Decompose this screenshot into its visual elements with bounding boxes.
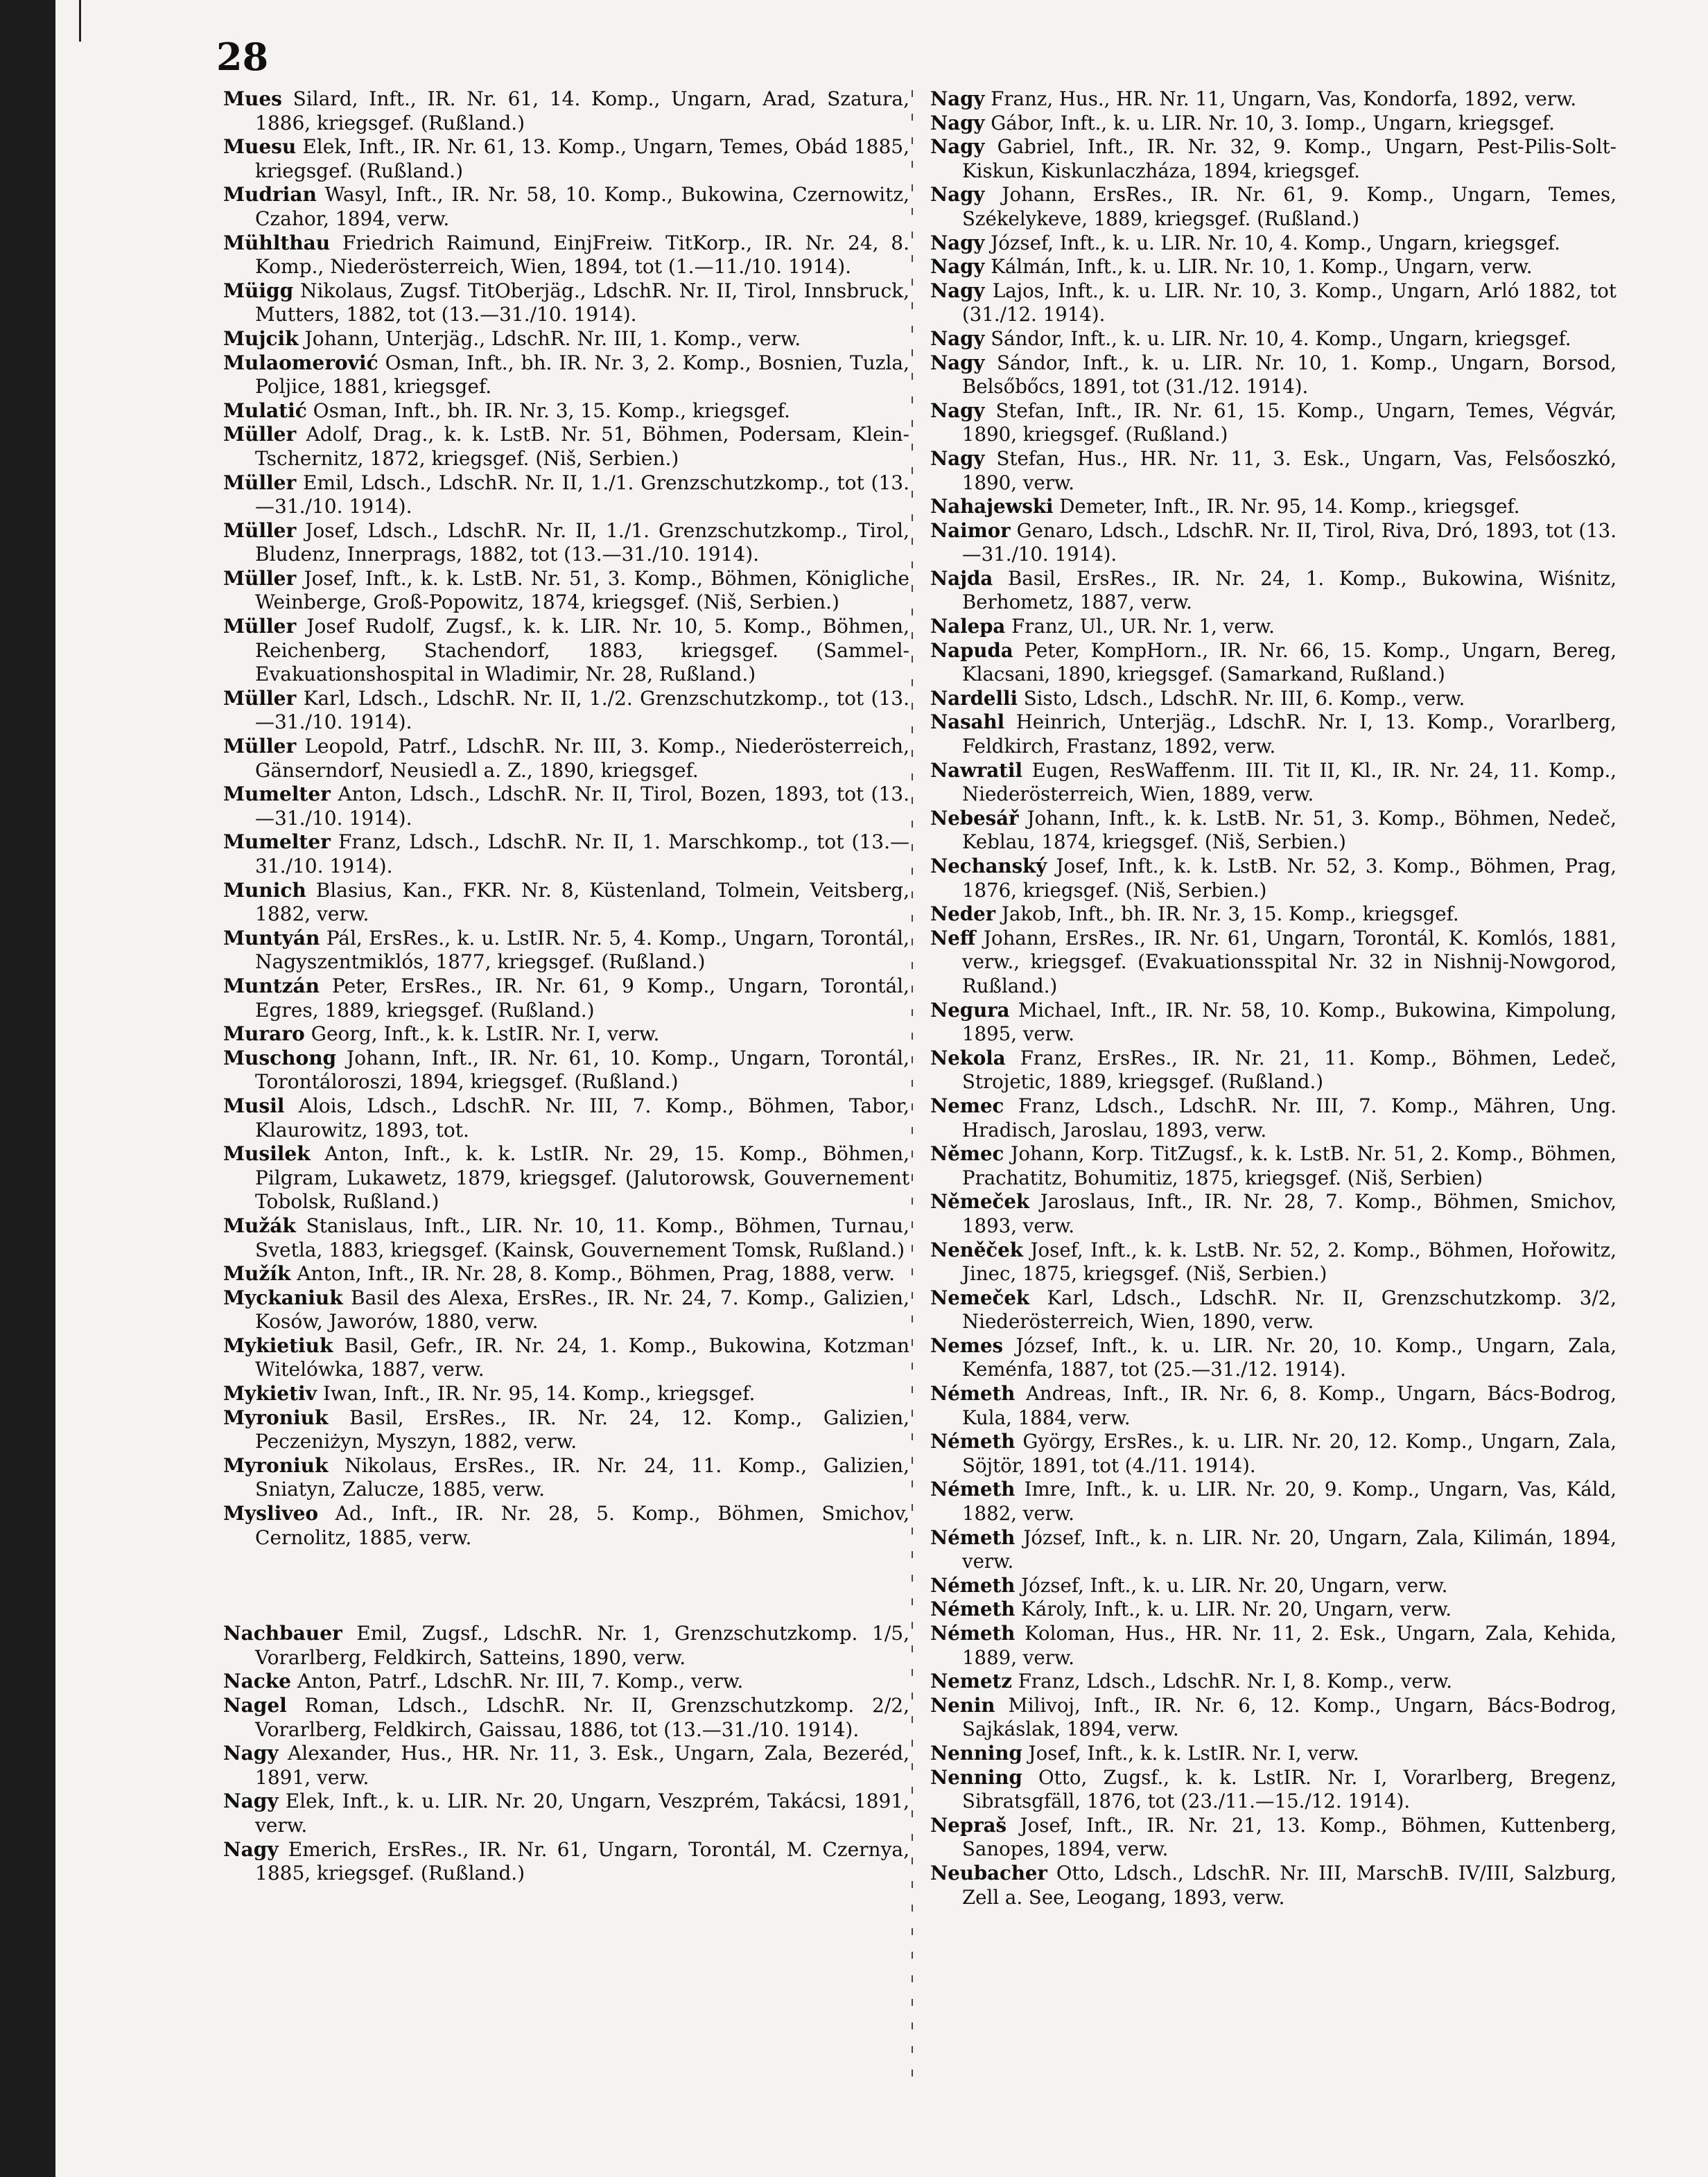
register-entry (223, 471, 909, 519)
entry-surname: Mumelter (223, 830, 331, 854)
entry-surname: Nahajewski (930, 495, 1054, 518)
register-entry (223, 423, 909, 471)
register-entry (223, 183, 909, 231)
register-entry (223, 87, 909, 135)
entry-details: Basil, Gefr., IR. Nr. 24, 1. Komp., Bukowina, Kotzman Witelówka, 1887, verw. (255, 1334, 909, 1381)
entry-details: Anton, Patrf., LdschR. Nr. III, 7. Komp., verw. (297, 1670, 744, 1693)
entry-details: Franz, ErsRes., IR. Nr. 21, 11. Komp., Böhmen, Ledeč, Strojetic, 1889, kriegsgef. (Rußland.) (962, 1046, 1617, 1094)
entry-surname: Myroniuk (223, 1406, 329, 1429)
entry-details: Josef, Inft., k. k. LstIR. Nr. I, verw. (1028, 1741, 1359, 1765)
entry-surname: Nagel (223, 1694, 287, 1717)
register-entry (930, 1239, 1617, 1286)
entry-surname: Nagy (930, 279, 985, 302)
entry-details: Otto, Ldsch., LdschR. Nr. III, MarschB. IV/III, Salzburg, Zell a. See, Leogang, 1893, verw. (962, 1861, 1617, 1909)
register-entry (930, 231, 1617, 256)
entry-details: Heinrich, Unterjäg., LdschR. Nr. I, 13. Komp., Vorarlberg, Feldkirch, Frastanz, 1892, verw. (962, 710, 1617, 758)
register-entry (223, 1286, 909, 1334)
register-entry (223, 1502, 909, 1550)
register-entry (223, 1406, 909, 1454)
entry-details: Otto, Zugsf., k. k. LstIR. Nr. I, Vorarlberg, Bregenz, Sibratsgfäll, 1876, tot (23./11.—15./12. 1914). (962, 1765, 1617, 1813)
entry-surname: Mues (223, 87, 282, 110)
entry-surname: Mykietiuk (223, 1334, 333, 1357)
entry-surname: Nemetz (930, 1670, 1012, 1693)
entry-details: Anton, Inft., k. k. LstIR. Nr. 29, 15. Komp., Böhmen, Pilgram, Lukawetz, 1879, kriegsgef. (Jalutorowsk, Gouvernement Tobolsk, Rußland.) (255, 1142, 909, 1214)
register-entry (223, 735, 909, 783)
register-entry (223, 1094, 909, 1142)
entry-surname: Nekola (930, 1046, 1006, 1069)
entry-details: Stanislaus, Inft., LIR. Nr. 10, 11. Komp., Böhmen, Turnau, Svetla, 1883, kriegsgef. (Kainsk, Gouvernement Tomsk, Rußland.) (255, 1214, 909, 1261)
entry-details: Gábor, Inft., k. u. LIR. Nr. 10, 3. Iomp., Ungarn, kriegsgef. (991, 111, 1555, 134)
entry-surname: Müller (223, 735, 297, 758)
register-entry (223, 231, 909, 279)
register-entry (930, 279, 1617, 327)
register-entry (930, 1190, 1617, 1238)
entry-details: József, Inft., k. u. LIR. Nr. 20, Ungarn, verw. (1021, 1573, 1448, 1597)
entry-surname: Mulaomerović (223, 351, 378, 374)
entry-surname: Nachbauer (223, 1622, 342, 1645)
entry-details: Josef Rudolf, Zugsf., k. k. LIR. Nr. 10, 5. Komp., Böhmen, Reichenberg, Stachendorf, 1883, kriegsgef. (Sammel-Evakuationshospital in Wladimir, Nr. 28, Rußland.) (255, 615, 909, 686)
entry-surname: Mulatić (223, 399, 307, 422)
column-divider (912, 90, 913, 2086)
entry-surname: Nardelli (930, 686, 1018, 710)
entry-surname: Nepraš (930, 1813, 1007, 1837)
register-entry (930, 1742, 1617, 1766)
register-entry (223, 1790, 909, 1837)
register-entry (930, 1382, 1617, 1430)
entry-details: Iwan, Inft., IR. Nr. 95, 14. Komp., kriegsgef. (322, 1382, 756, 1406)
entry-surname: Mužák (223, 1214, 296, 1237)
entry-details: Anton, Ldsch., LdschR. Nr. II, Tirol, Bozen, 1893, tot (13.—31./10. 1914). (255, 783, 909, 830)
register-entry (223, 567, 909, 615)
entry-surname: Myckaniuk (223, 1286, 343, 1309)
register-entry (930, 1574, 1617, 1598)
entry-details: Ad., Inft., IR. Nr. 28, 5. Komp., Böhmen, Smichov, Cernolitz, 1885, verw. (255, 1502, 909, 1549)
register-entry (223, 327, 909, 351)
entry-surname: Németh (930, 1573, 1016, 1597)
entry-details: Basil des Alexa, ErsRes., IR. Nr. 24, 7. Komp., Galizien, Kosów, Jaworów, 1880, verw. (255, 1286, 909, 1334)
entry-surname: Napuda (930, 638, 1013, 662)
left-entries-m (223, 87, 909, 1550)
register-entry (930, 1286, 1617, 1334)
register-entry (930, 495, 1617, 519)
register-entry (223, 135, 909, 183)
document-page (55, 0, 1708, 2177)
entry-surname: Müller (223, 615, 297, 638)
register-entry (930, 1430, 1617, 1478)
entry-details: Milivoj, Inft., IR. Nr. 6, 12. Komp., Ungarn, Bács-Bodrog, Sajkáslak, 1894, verw. (962, 1693, 1617, 1741)
left-column (223, 87, 909, 1886)
entry-surname: Nalepa (930, 615, 1006, 638)
entry-details: Nikolaus, ErsRes., IR. Nr. 24, 11. Komp., Galizien, Sniatyn, Zalucze, 1885, verw. (255, 1453, 909, 1501)
register-entry (930, 1862, 1617, 1909)
entry-surname: Musil (223, 1094, 285, 1117)
entry-surname: Muraro (223, 1022, 305, 1046)
entry-details: Sándor, Inft., k. u. LIR. Nr. 10, 4. Komp., Ungarn, kriegsgef. (991, 326, 1571, 350)
entry-surname: Nagy (223, 1790, 279, 1813)
register-entry (930, 1047, 1617, 1094)
entry-surname: Nagy (930, 351, 985, 374)
entry-surname: Németh (930, 1478, 1016, 1501)
register-entry (223, 830, 909, 878)
entry-details: Stefan, Hus., HR. Nr. 11, 3. Esk., Ungarn, Vas, Felsőoszkó, 1890, verw. (962, 446, 1617, 494)
entry-details: Blasius, Kan., FKR. Nr. 8, Küstenland, Tolmein, Veitsberg, 1882, verw. (255, 878, 909, 926)
entry-details: Nikolaus, Zugsf. TitOberjäg., LdschR. Nr. II, Tirol, Innsbruck, Mutters, 1882, tot (13.—31./10. 1914). (255, 279, 909, 326)
entry-details: Jaroslaus, Inft., IR. Nr. 28, 7. Komp., Böhmen, Smichov, 1893, verw. (962, 1190, 1617, 1237)
entry-details: Johann, ErsRes., IR. Nr. 61, 9. Komp., Ungarn, Temes, Székelykeve, 1889, kriegsgef. (Rußland.) (962, 183, 1617, 230)
entry-details: Andreas, Inft., IR. Nr. 6, 8. Komp., Ungarn, Bács-Bodrog, Kula, 1884, verw. (962, 1382, 1617, 1429)
register-entry (223, 279, 909, 327)
entry-surname: Nemeček (930, 1286, 1030, 1309)
entry-surname: Nenin (930, 1693, 995, 1717)
register-entry (223, 927, 909, 974)
entry-surname: Musilek (223, 1142, 311, 1166)
register-entry (223, 1142, 909, 1214)
register-entry (930, 519, 1617, 567)
register-entry (930, 183, 1617, 231)
entry-details: Elek, Inft., IR. Nr. 61, 13. Komp., Ungarn, Temes, Obád 1885, kriegsgef. (Rußland.) (255, 135, 910, 182)
register-entry (223, 974, 909, 1022)
entry-details: Georg, Inft., k. k. LstIR. Nr. I, verw. (311, 1022, 660, 1046)
entry-details: Josef, Inft., k. k. LstB. Nr. 52, 2. Komp., Böhmen, Hořowitz, Jinec, 1875, kriegsgef. (Niš, Serbien.) (962, 1238, 1617, 1286)
entry-surname: Müller (223, 686, 297, 710)
register-entry (223, 399, 909, 423)
entry-surname: Najda (930, 566, 993, 590)
entry-surname: Németh (930, 1382, 1016, 1406)
entry-surname: Müller (223, 518, 297, 542)
entry-surname: Németh (930, 1598, 1016, 1621)
entry-details: Emil, Zugsf., LdschR. Nr. 1, Grenzschutzkomp. 1/5, Vorarlberg, Feldkirch, Satteins, 1890, verw. (255, 1622, 909, 1669)
entry-details: Johann, Korp. TitZugsf., k. k. LstB. Nr. 51, 2. Komp., Böhmen, Prachatitz, Bohumitiz, 1875, kriegsgef. (Niš, Serbien) (962, 1142, 1617, 1189)
entry-surname: Muntyán (223, 926, 320, 950)
register-entry (930, 1598, 1617, 1622)
entry-details: Johann, Inft., k. k. LstB. Nr. 51, 3. Komp., Böhmen, Nedeč, Keblau, 1874, kriegsgef. (Niš, Serbien.) (962, 806, 1617, 854)
register-entry (930, 615, 1617, 639)
entry-details: Karl, Ldsch., LdschR. Nr. II, 1./2. Grenzschutzkomp., tot (13.—31./10. 1914). (255, 686, 909, 734)
register-entry (930, 710, 1617, 758)
entry-details: Wasyl, Inft., IR. Nr. 58, 10. Komp., Bukowina, Czernowitz, Czahor, 1894, verw. (255, 183, 910, 230)
entry-surname: Németh (930, 1622, 1016, 1645)
entry-details: Franz, Ul., UR. Nr. 1, verw. (1011, 615, 1275, 638)
register-entry (223, 1214, 909, 1262)
entry-surname: Neff (930, 926, 976, 950)
right-column (930, 87, 1617, 1909)
entry-surname: Mudrian (223, 183, 317, 207)
entry-details: Roman, Ldsch., LdschR. Nr. II, Grenzschutzkomp. 2/2, Vorarlberg, Feldkirch, Gaissau, 1886, tot (13.—31./10. 1914). (255, 1694, 909, 1741)
entry-surname: Mysliveo (223, 1502, 319, 1525)
register-entry (930, 447, 1617, 495)
register-entry (930, 1094, 1617, 1142)
entry-surname: Müigg (223, 279, 294, 302)
entry-surname: Müller (223, 566, 297, 590)
entry-surname: Munich (223, 878, 306, 902)
entry-surname: Mykietiv (223, 1382, 317, 1406)
register-entry (223, 1838, 909, 1886)
entry-details: Franz, Ldsch., LdschR. Nr. II, 1. Marschkomp., tot (13.—31./10. 1914). (255, 830, 909, 877)
entry-surname: Nagy (930, 87, 985, 110)
entry-details: József, Inft., k. u. LIR. Nr. 20, 10. Komp., Ungarn, Zala, Keménfa, 1887, tot (25.—31./12. 1914). (962, 1334, 1617, 1381)
entry-details: György, ErsRes., k. u. LIR. Nr. 20, 12. Komp., Ungarn, Zala, Söjtör, 1891, tot (4./11. 1914). (962, 1430, 1617, 1477)
entry-surname: Mužík (223, 1262, 291, 1286)
register-entry (223, 1022, 909, 1047)
entry-surname: Nebesář (930, 806, 1019, 830)
entry-surname: Mujcik (223, 326, 299, 350)
register-entry (930, 1670, 1617, 1694)
entry-surname: Nenning (930, 1741, 1022, 1765)
entry-details: Alois, Ldsch., LdschR. Nr. III, 7. Komp., Böhmen, Tabor, Klaurowitz, 1893, tot. (255, 1094, 909, 1142)
entry-details: Imre, Inft., k. u. LIR. Nr. 20, 9. Komp., Ungarn, Vas, Káld, 1882, verw. (962, 1478, 1617, 1525)
register-entry (930, 351, 1617, 399)
entry-surname: Neder (930, 902, 996, 926)
register-entry (930, 567, 1617, 615)
entry-details: Franz, Ldsch., LdschR. Nr. I, 8. Komp., verw. (1018, 1670, 1452, 1693)
entry-details: Osman, Inft., bh. IR. Nr. 3, 2. Komp., Bosnien, Tuzla, Poljice, 1881, kriegsgef. (255, 351, 910, 399)
entry-surname: Németh (930, 1430, 1016, 1453)
entry-surname: Nemec (930, 1094, 1004, 1117)
entry-surname: Nagy (930, 111, 985, 134)
register-entry (930, 1814, 1617, 1862)
entry-surname: Němec (930, 1142, 1004, 1166)
register-entry (930, 687, 1617, 711)
entry-details: Josef, Inft., IR. Nr. 21, 13. Komp., Böhmen, Kuttenberg, Sanopes, 1894, verw. (962, 1813, 1617, 1861)
entry-surname: Naimor (930, 518, 1011, 542)
entry-surname: Nagy (223, 1837, 279, 1861)
register-entry (223, 1262, 909, 1286)
register-entry (930, 807, 1617, 855)
entry-details: Anton, Inft., IR. Nr. 28, 8. Komp., Böhmen, Prag, 1888, verw. (297, 1262, 896, 1286)
entry-surname: Nagy (930, 326, 985, 350)
entry-surname: Muesu (223, 135, 297, 159)
register-entry (930, 255, 1617, 279)
register-entry (930, 399, 1617, 447)
entry-details: Leopold, Patrf., LdschR. Nr. III, 3. Komp., Niederösterreich, Gänserndorf, Neusiedl a. Z., 1890, kriegsgef. (255, 735, 909, 782)
register-entry (930, 112, 1617, 136)
entry-details: Josef, Inft., k. k. LstB. Nr. 51, 3. Komp., Böhmen, Königliche Weinberge, Groß-Popowitz, 1874, kriegsgef. (Niš, Serbien.) (255, 566, 909, 614)
entry-details: Emerich, ErsRes., IR. Nr. 61, Ungarn, Torontál, M. Czernya, 1885, kriegsgef. (Rußland.) (255, 1837, 909, 1885)
register-entry (930, 902, 1617, 927)
entry-details: Johann, Inft., IR. Nr. 61, 10. Komp., Ungarn, Torontál, Torontáloroszi, 1894, kriegsgef. (Rußland.) (255, 1046, 909, 1094)
register-entry (930, 927, 1617, 999)
register-entry (223, 1382, 909, 1406)
entry-surname: Muschong (223, 1046, 337, 1069)
entry-details: Peter, KompHorn., IR. Nr. 66, 15. Komp., Ungarn, Bereg, Klacsani, 1890, kriegsgef. (Samarkand, Rußland.) (962, 638, 1617, 686)
right-entries (930, 87, 1617, 1909)
register-entry (223, 519, 909, 567)
entry-details: Genaro, Ldsch., LdschR. Nr. II, Tirol, Riva, Dró, 1893, tot (13.—31./10. 1914). (962, 518, 1617, 566)
left-entries-n (223, 1622, 909, 1886)
register-entry (223, 783, 909, 830)
entry-details: Basil, ErsRes., IR. Nr. 24, 1. Komp., Bukowina, Wiśnitz, Berhometz, 1887, verw. (962, 566, 1617, 614)
register-entry (223, 1742, 909, 1790)
entry-details: Koloman, Hus., HR. Nr. 11, 2. Esk., Ungarn, Zala, Kehida, 1889, verw. (962, 1622, 1617, 1669)
entry-details: Johann, ErsRes., IR. Nr. 61, Ungarn, Torontál, K. Komlós, 1881, verw., kriegsgef. (Evakuationsspital Nr. 32 in Nishnij-Nowgorod, Rußland.) (962, 926, 1617, 997)
entry-surname: Nemes (930, 1334, 1004, 1357)
entry-surname: Muntzán (223, 974, 320, 997)
register-entry (223, 1670, 909, 1694)
page-fold-mark (79, 0, 81, 42)
entry-details: Friedrich Raimund, EinjFreiw. TitKorp., IR. Nr. 24, 8. Komp., Niederösterreich, Wien, 1894, tot (1.—11./10. 1914). (255, 231, 909, 279)
register-entry (223, 351, 909, 399)
register-entry (930, 1142, 1617, 1190)
register-entry (930, 759, 1617, 807)
register-entry (930, 1766, 1617, 1814)
entry-surname: Nasahl (930, 710, 1005, 734)
entry-details: Lajos, Inft., k. u. LIR. Nr. 10, 3. Komp., Ungarn, Arló 1882, tot (31./12. 1914). (962, 279, 1617, 326)
entry-details: Pál, ErsRes., k. u. LstIR. Nr. 5, 4. Komp., Ungarn, Torontál, Nagyszentmiklós, 1877, kriegsgef. (Rußland.) (255, 926, 909, 974)
entry-surname: Nechanský (930, 855, 1047, 877)
register-entry (223, 1454, 909, 1502)
entry-details: Peter, ErsRes., IR. Nr. 61, 9 Komp., Ungarn, Torontál, Egres, 1889, kriegsgef. (Rußland.) (255, 974, 909, 1022)
register-entry (930, 327, 1617, 351)
entry-surname: Müller (223, 471, 297, 494)
register-entry (930, 639, 1617, 687)
entry-details: Basil, ErsRes., IR. Nr. 24, 12. Komp., Galizien, Peczeniżyn, Myszyn, 1882, verw. (255, 1406, 910, 1453)
entry-details: Osman, Inft., bh. IR. Nr. 3, 15. Komp., kriegsgef. (313, 399, 790, 422)
entry-details: József, Inft., k. u. LIR. Nr. 10, 4. Komp., Ungarn, kriegsgef. (991, 231, 1560, 254)
entry-surname: Nenning (930, 1765, 1022, 1789)
entry-surname: Nagy (223, 1742, 279, 1765)
entry-surname: Nagy (930, 183, 985, 207)
register-entry (930, 999, 1617, 1047)
entry-surname: Neubacher (930, 1861, 1047, 1885)
entry-details: Adolf, Drag., k. k. LstB. Nr. 51, Böhmen, Podersam, Klein-Tschernitz, 1872, kriegsgef. (Niš, Serbien.) (255, 423, 909, 470)
entry-details: Silard, Inft., IR. Nr. 61, 14. Komp., Ungarn, Arad, Szatura, 1886, kriegsgef. (Rußland.) (255, 87, 909, 134)
entry-surname: Mühlthau (223, 231, 331, 254)
entry-details: Karl, Ldsch., LdschR. Nr. II, Grenzschutzkomp. 3/2, Niederösterreich, Wien, 1890, verw. (962, 1286, 1617, 1334)
register-entry (930, 87, 1617, 112)
entry-details: Demeter, Inft., IR. Nr. 95, 14. Komp., kriegsgef. (1059, 495, 1520, 518)
entry-surname: Nagy (930, 231, 985, 254)
entry-details: Alexander, Hus., HR. Nr. 11, 3. Esk., Ungarn, Zala, Bezeréd, 1891, verw. (255, 1742, 909, 1789)
register-entry (930, 855, 1617, 902)
register-entry (223, 1694, 909, 1742)
register-entry (930, 1526, 1617, 1574)
entry-surname: Neněček (930, 1238, 1023, 1261)
entry-details: Franz, Hus., HR. Nr. 11, Ungarn, Vas, Kondorfa, 1892, verw. (991, 87, 1577, 110)
entry-details: Elek, Inft., k. u. LIR. Nr. 20, Ungarn, Veszprém, Takácsi, 1891, verw. (255, 1790, 910, 1837)
register-entry (930, 1478, 1617, 1525)
entry-surname: Nacke (223, 1670, 291, 1693)
entry-surname: Negura (930, 998, 1010, 1022)
register-entry (930, 1334, 1617, 1382)
entry-surname: Müller (223, 423, 297, 446)
entry-surname: Németh (930, 1525, 1016, 1549)
register-entry (223, 1047, 909, 1094)
page-number: 28 (216, 35, 269, 79)
register-entry (223, 615, 909, 687)
entry-details: Johann, Unterjäg., LdschR. Nr. III, 1. Komp., verw. (304, 326, 801, 350)
entry-surname: Nawratil (930, 758, 1022, 782)
entry-details: Josef, Ldsch., LdschR. Nr. II, 1./1. Grenzschutzkomp., Tirol, Bludenz, Innerprags, 1882, tot (13.—31./10. 1914). (255, 518, 909, 566)
entry-details: Josef, Inft., k. k. LstB. Nr. 52, 3. Komp., Böhmen, Prag, 1876, kriegsgef. (Niš, Serbien.) (962, 855, 1617, 902)
entry-details: Emil, Ldsch., LdschR. Nr. II, 1./1. Grenzschutzkomp., tot (13.—31./10. 1914). (255, 471, 909, 518)
section-gap (223, 1550, 909, 1622)
register-entry (223, 1334, 909, 1382)
register-entry (930, 1622, 1617, 1670)
register-entry (223, 879, 909, 927)
entry-surname: Nagy (930, 399, 985, 422)
entry-details: Michael, Inft., IR. Nr. 58, 10. Komp., Bukowina, Kimpolung, 1895, verw. (962, 998, 1617, 1046)
entry-surname: Němeček (930, 1190, 1030, 1214)
entry-details: Franz, Ldsch., LdschR. Nr. III, 7. Komp., Mähren, Ung. Hradisch, Jaroslau, 1893, verw. (962, 1094, 1617, 1142)
entry-details: Kálmán, Inft., k. u. LIR. Nr. 10, 1. Komp., Ungarn, verw. (991, 255, 1533, 279)
entry-details: Eugen, ResWaffenm. III. Tit II, Kl., IR. Nr. 24, 11. Komp., Niederösterreich, Wien, 1889, verw. (962, 758, 1617, 806)
entry-details: József, Inft., k. n. LIR. Nr. 20, Ungarn, Zala, Kilimán, 1894, verw. (962, 1525, 1617, 1573)
entry-surname: Nagy (930, 135, 985, 159)
entry-details: Sándor, Inft., k. u. LIR. Nr. 10, 1. Komp., Ungarn, Borsod, Belsőbőcs, 1891, tot (31./12. 1914). (962, 351, 1617, 399)
entry-surname: Myroniuk (223, 1453, 329, 1477)
register-entry (930, 1694, 1617, 1742)
register-entry (930, 135, 1617, 183)
entry-details: Sisto, Ldsch., LdschR. Nr. III, 6. Komp., verw. (1023, 686, 1465, 710)
entry-surname: Nagy (930, 255, 985, 279)
entry-details: Gabriel, Inft., IR. Nr. 32, 9. Komp., Ungarn, Pest-Pilis-Solt-Kiskun, Kiskunlaczháza, 1894, kriegsgef. (962, 135, 1617, 182)
entry-surname: Nagy (930, 446, 985, 470)
entry-details: Károly, Inft., k. u. LIR. Nr. 20, Ungarn, verw. (1021, 1598, 1452, 1621)
entry-surname: Mumelter (223, 783, 331, 806)
register-entry (223, 687, 909, 735)
entry-details: Jakob, Inft., bh. IR. Nr. 3, 15. Komp., kriegsgef. (1001, 902, 1459, 926)
entry-details: Stefan, Inft., IR. Nr. 61, 15. Komp., Ungarn, Temes, Végvár, 1890, kriegsgef. (Rußland.) (962, 399, 1617, 446)
register-entry (223, 1622, 909, 1670)
